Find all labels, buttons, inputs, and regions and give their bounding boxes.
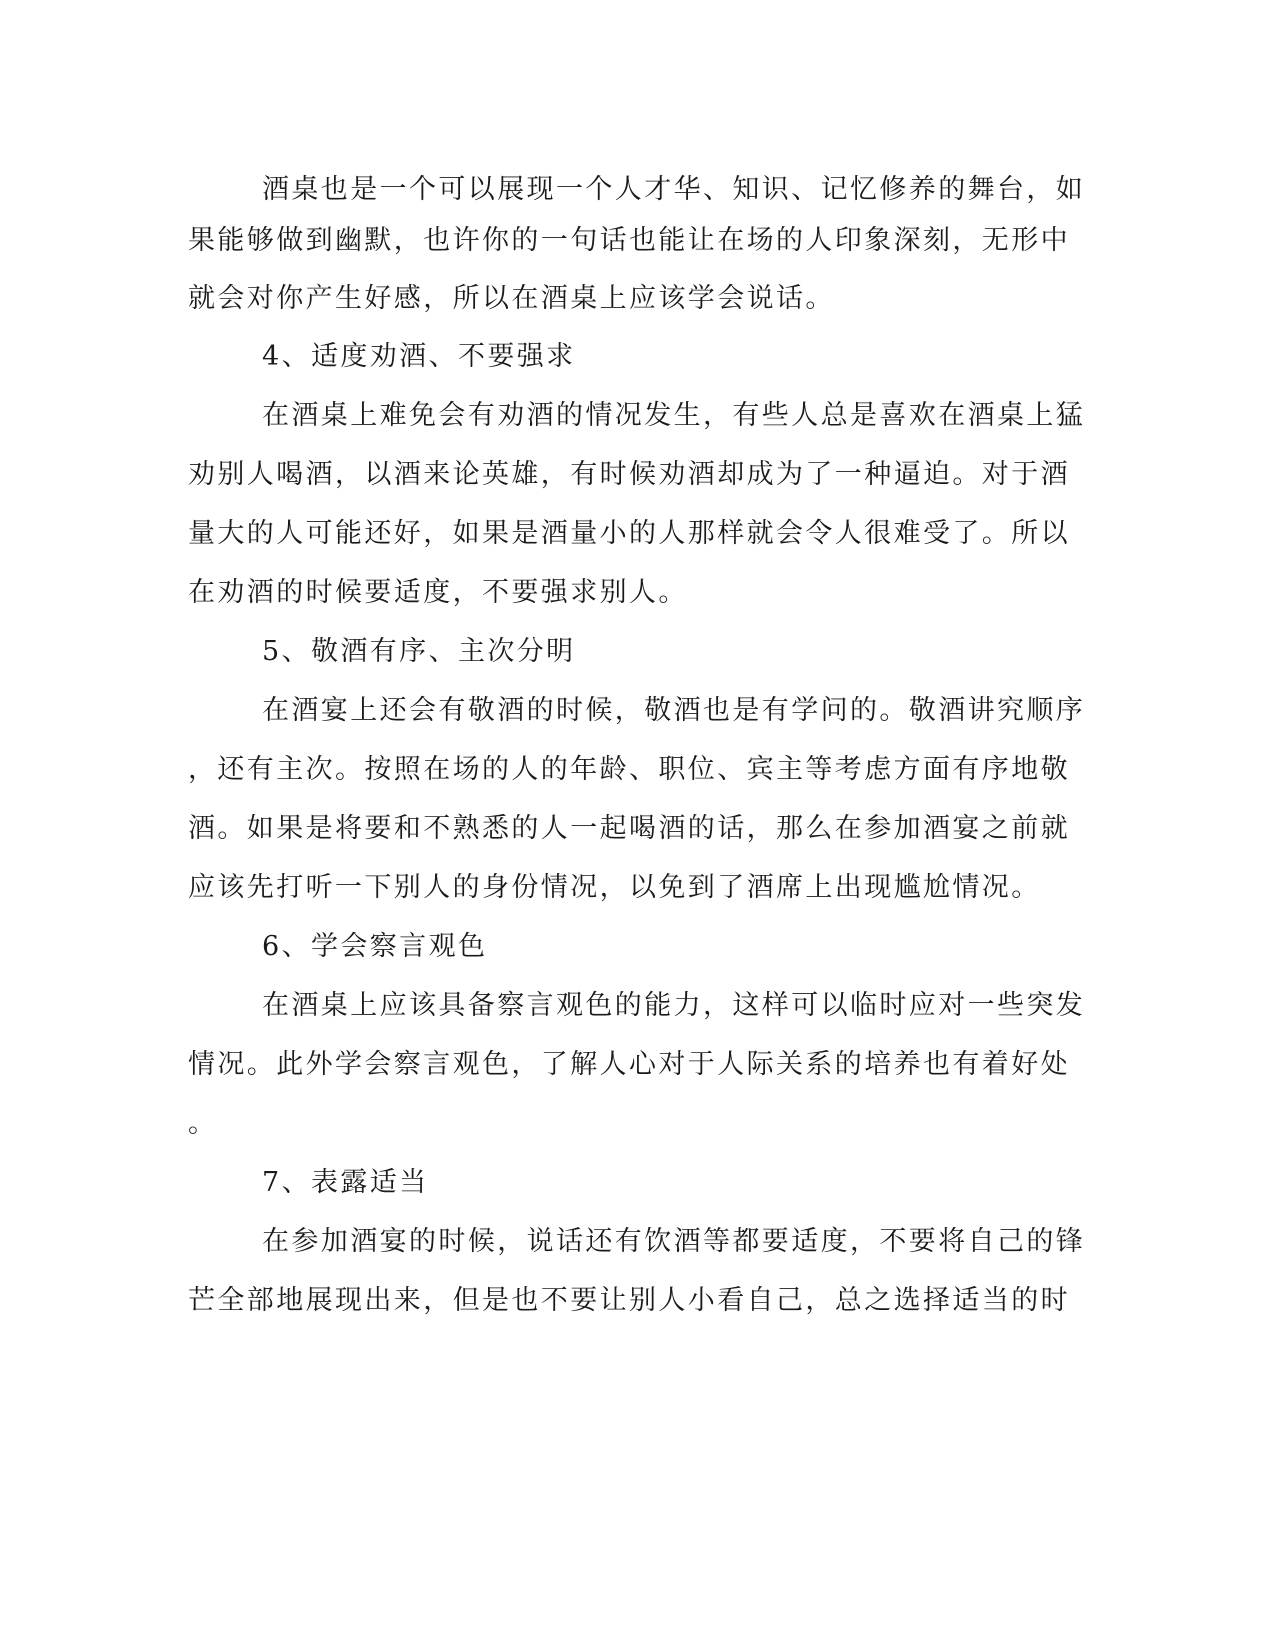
paragraph-line: 劝别人喝酒，以酒来论英雄，有时候劝酒却成为了一种逼迫。对于酒 [188,459,1070,490]
paragraph-line: 就会对你产生好感，所以在酒桌上应该学会说话。 [188,283,835,314]
paragraph-line: 在酒宴上还会有敬酒的时候，敬酒也是有学问的。敬酒讲究顺序 [262,695,1086,726]
paragraph-line: 酒桌也是一个可以展现一个人才华、知识、记忆修养的舞台，如 [262,174,1086,205]
paragraph-line: 在参加酒宴的时候，说话还有饮酒等都要适度，不要将自己的锋 [262,1226,1086,1257]
section-heading: 7、表露适当 [262,1167,429,1198]
paragraph-line: 应该先打听一下别人的身份情况，以免到了酒席上出现尴尬情况。 [188,872,1041,903]
section-heading: 6、学会察言观色 [262,931,488,962]
section-heading: 5、敬酒有序、主次分明 [262,636,576,667]
paragraph-line: 量大的人可能还好，如果是酒量小的人那样就会令人很难受了。所以 [188,518,1070,549]
paragraph-line: 在酒桌上应该具备察言观色的能力，这样可以临时应对一些突发 [262,990,1086,1021]
paragraph-line: 情况。此外学会察言观色，了解人心对于人际关系的培养也有着好处 [188,1049,1070,1080]
paragraph-line: 酒。如果是将要和不熟悉的人一起喝酒的话，那么在参加酒宴之前就 [188,813,1070,844]
paragraph-line: 果能够做到幽默，也许你的一句话也能让在场的人印象深刻，无形中 [188,225,1070,256]
paragraph-line: 芒全部地展现出来，但是也不要让别人小看自己，总之选择适当的时 [188,1285,1070,1316]
section-heading: 4、适度劝酒、不要强求 [262,341,576,372]
paragraph-line: ，还有主次。按照在场的人的年龄、职位、宾主等考虑方面有序地敬 [188,754,1070,785]
paragraph-line: 。 [188,1108,218,1139]
paragraph-line: 在酒桌上难免会有劝酒的情况发生，有些人总是喜欢在酒桌上猛 [262,400,1086,431]
paragraph-line: 在劝酒的时候要适度，不要强求别人。 [188,577,688,608]
